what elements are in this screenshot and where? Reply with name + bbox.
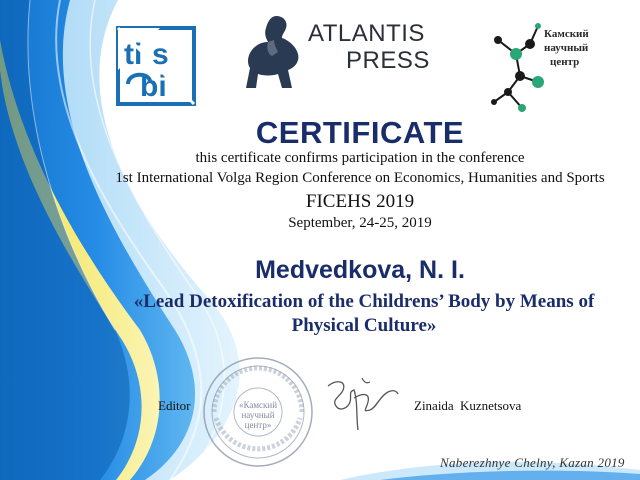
kamsky-center-logo xyxy=(486,16,616,116)
conference-name: 1st International Volga Region Conference on Economics, Humanities and Sports xyxy=(115,170,605,186)
svg-text:«Камский: «Камский xyxy=(238,400,278,410)
press-text: PRESS xyxy=(346,47,430,74)
atlantis-text: ATLANTIS xyxy=(308,20,425,47)
editor-signature xyxy=(318,372,402,436)
svg-text:научный: научный xyxy=(241,410,275,420)
conference-abbreviation: FICEHS 2019 xyxy=(305,191,415,212)
thinker-icon xyxy=(242,12,308,92)
conference-dates: September, 24-25, 2019 xyxy=(288,215,432,231)
kamsky-line1: Камский xyxy=(544,28,589,40)
svg-text:ti: ti xyxy=(124,38,143,71)
editor-label: Editor xyxy=(158,398,191,413)
svg-text:центр»: центр» xyxy=(244,420,272,430)
tis-sbi-logo xyxy=(110,20,202,112)
kamsky-line2: научный xyxy=(544,42,589,54)
svg-text:bi: bi xyxy=(140,70,167,103)
kamsky-line3: центр xyxy=(550,56,580,68)
official-stamp xyxy=(200,354,316,470)
paper-title: «Lead Detoxification of the Childrens’ Body by Means of Physical Culture» xyxy=(133,291,595,336)
svg-text:s: s xyxy=(152,38,169,71)
participant-name: Medvedkova, N. I. xyxy=(255,256,465,284)
editor-name: Zinaida Kuznetsova xyxy=(414,398,522,413)
certificate-title: CERTIFICATE xyxy=(255,115,465,150)
atlantis-press-logo xyxy=(242,12,442,92)
molecule-icon xyxy=(486,16,546,116)
place-and-year: Naberezhnye Chelny, Kazan 2019 xyxy=(440,455,625,470)
confirmation-text: this certificate confirms participation in the conference xyxy=(195,150,525,166)
